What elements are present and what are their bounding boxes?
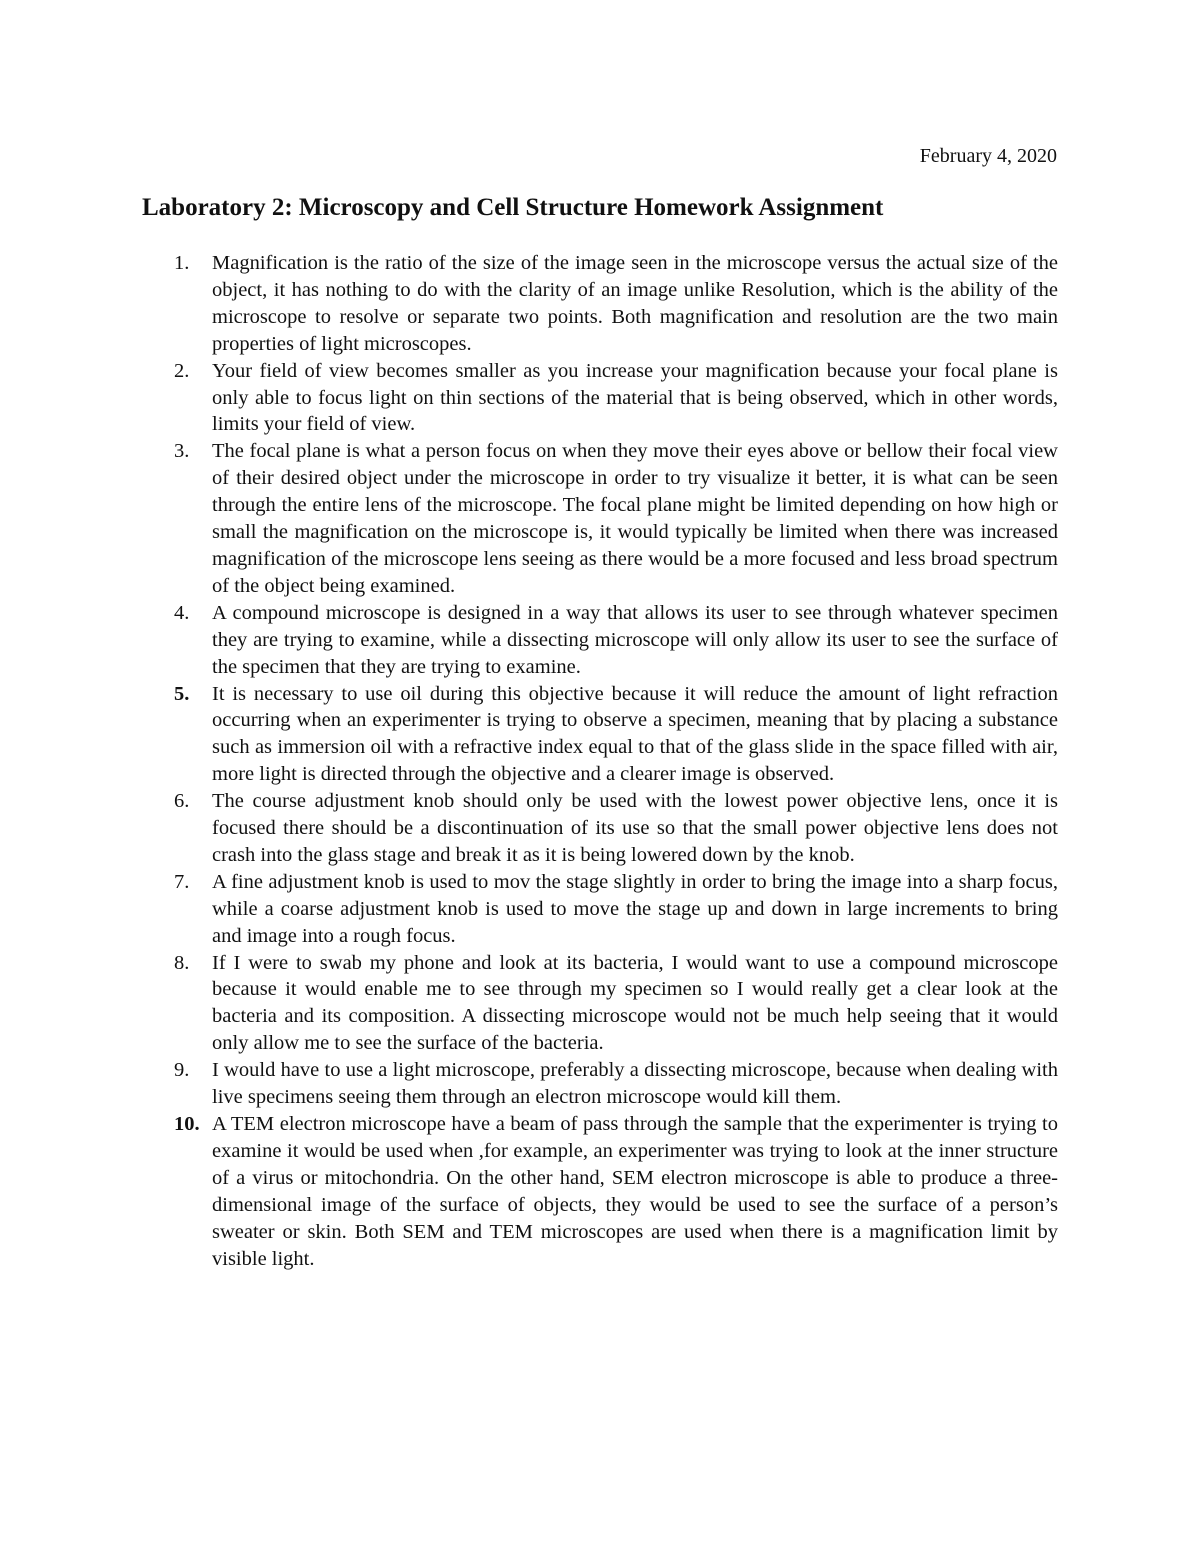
answer-item-2 — [160, 358, 1058, 439]
answer-text-6: The course adjustment knob should only be used with the lowest power objective lens, once it is focused there should be a discontinuation of its use so that the small power objective lens does not crash into the glass stage and break it as it is being lowered down by the knob. — [212, 790, 1058, 866]
answer-number-5: 5. — [174, 682, 190, 705]
answer-item-9 — [160, 1057, 1058, 1111]
document-date: February 4, 2020 — [919, 145, 1057, 167]
answer-text-10: A TEM electron microscope have a beam of pass through the sample that the experimenter is trying to examine it would be used when ,for example, an experimenter was trying to look at the inner structure of a virus or mitochondria. On the other hand, SEM electron microscope is able to produce a three-dimensional image of the surface of objects, they would be used to see the surface of a person’s sweater or skin. Both SEM and TEM microscopes are used when there is a magnification limit by visible light. — [212, 1113, 1058, 1270]
answer-text-8: If I were to swab my phone and look at its bacteria, I would want to use a compound microscope because it would enable me to see through my specimen so I would really get a clear look at the bacteria and its composition. A dissecting microscope would not be much help seeing that it would only allow me to see the surface of the bacteria. — [212, 951, 1058, 1055]
answer-number-2: 2. — [174, 359, 190, 382]
answer-item-6 — [160, 788, 1058, 869]
answer-text-4: A compound microscope is designed in a way that allows its user to see through whatever specimen they are trying to examine, while a dissecting microscope will only allow its user to see the surface of the specimen that they are trying to examine. — [212, 601, 1058, 678]
answer-item-3 — [160, 438, 1058, 599]
answer-number-4: 4. — [174, 601, 190, 624]
answer-text-2: Your field of view becomes smaller as you increase your magnification because your focal plane is only able to focus light on thin sections of the material that is being observed, which in other words, limits your field of view. — [212, 359, 1058, 436]
answer-item-10 — [160, 1111, 1058, 1272]
answer-number-6: 6. — [174, 790, 190, 813]
answer-item-8 — [160, 950, 1058, 1058]
answer-number-3: 3. — [174, 440, 190, 463]
answer-text-1: Magnification is the ratio of the size of the image seen in the microscope versus the actual size of the object, it has nothing to do with the clarity of an image unlike Resolution, which is the ability of the microscope to resolve or separate two points. Both magnification and resolution are the two main properties of light microscopes. — [212, 252, 1058, 355]
answer-number-7: 7. — [174, 870, 190, 893]
answer-list — [160, 250, 1058, 1272]
answer-item-4 — [160, 600, 1058, 681]
answer-item-1 — [160, 250, 1058, 358]
answer-item-7 — [160, 869, 1058, 950]
answer-text-5: It is necessary to use oil during this objective because it will reduce the amount of light refraction occurring when an experimenter is trying to observe a specimen, meaning that by placing a substance such as immersion oil with a refractive index equal to that of the glass slide in the space filled with air, more light is directed through the objective and a clearer image is observed. — [212, 682, 1058, 786]
answer-number-10: 10. — [174, 1113, 200, 1135]
answer-number-8: 8. — [174, 951, 190, 974]
document-title: Laboratory 2: Microscopy and Cell Structure Homework Assignment — [142, 194, 884, 221]
answer-number-9: 9. — [174, 1059, 190, 1082]
answer-text-3: The focal plane is what a person focus on when they move their eyes above or bellow their focal view of their desired object under the microscope in order to try visualize it better, it is what can be seen through the entire lens of the microscope. The focal plane might be limited depending on how high or small the magnification on the microscope is, it would typically be limited when there was increased magnification of the microscope lens seeing as there would be a more focused and less broad spectrum of the object being examined. — [212, 440, 1058, 597]
answer-number-1: 1. — [174, 252, 190, 274]
answer-text-9: I would have to use a light microscope, preferably a dissecting microscope, because when dealing with live specimens seeing them through an electron microscope would kill them. — [212, 1059, 1058, 1109]
answer-text-7: A fine adjustment knob is used to mov the stage slightly in order to bring the image into a sharp focus, while a coarse adjustment knob is used to move the stage up and down in large increments to bring and image into a rough focus. — [212, 870, 1058, 947]
answer-item-5 — [160, 681, 1058, 789]
